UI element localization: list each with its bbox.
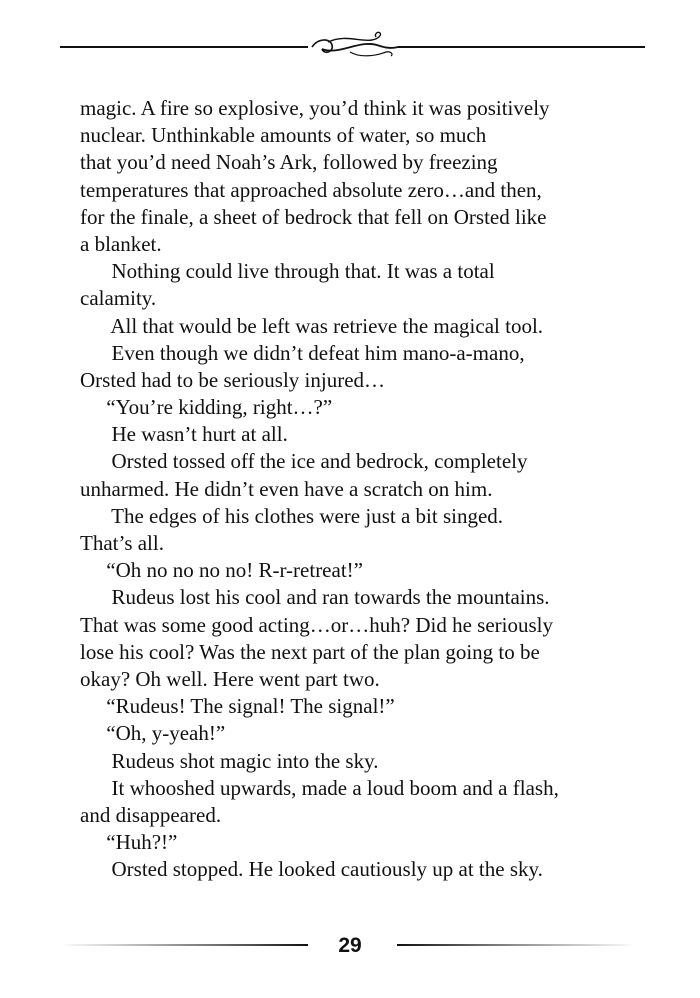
page-body-text: [80, 95, 640, 883]
text-line: “Rudeus! The signal! The signal!”: [80, 694, 395, 719]
text-line: and disappeared.: [80, 802, 222, 827]
text-line: okay? Oh well. Here went part two.: [80, 666, 380, 691]
text-line: nuclear. Unthinkable amounts of water, so much: [80, 123, 487, 148]
page-number: 29: [338, 934, 362, 957]
text-line: It whooshed upwards, made a loud boom and a flash,: [80, 775, 559, 800]
text-line: “You’re kidding, right…?”: [80, 395, 333, 420]
text-line: for the finale, a sheet of bedrock that fell on Orsted like: [80, 204, 547, 229]
text-line: a blanket.: [80, 231, 162, 256]
text-line: Rudeus lost his cool and ran towards the mountains.: [80, 585, 550, 610]
text-line: Orsted stopped. He looked cautiously up at the sky.: [80, 857, 543, 882]
header-flourish-divider: [60, 28, 645, 68]
text-line: That was some good acting…or…huh? Did he seriously: [80, 612, 553, 637]
text-line: calamity.: [80, 286, 157, 311]
text-line: “Huh?!”: [80, 830, 178, 855]
text-line: temperatures that approached absolute zero…and then,: [80, 177, 542, 202]
text-line: The edges of his clothes were just a bit singed.: [80, 503, 504, 528]
text-line: magic. A fire so explosive, you’d think it was positively: [80, 96, 550, 120]
text-line: Rudeus shot magic into the sky.: [80, 748, 379, 773]
text-line: unharmed. He didn’t even have a scratch on him.: [80, 476, 493, 501]
text-line: That’s all.: [80, 531, 164, 555]
text-line: Even though we didn’t defeat him mano-a-mano,: [80, 340, 525, 365]
text-line: All that would be left was retrieve the magical tool.: [80, 313, 544, 338]
text-line: lose his cool? Was the next part of the plan going to be: [80, 639, 540, 664]
text-line: “Oh no no no no! R-r-retreat!”: [80, 558, 363, 583]
text-line: He wasn’t hurt at all.: [80, 422, 288, 447]
text-line: Orsted had to be seriously injured…: [80, 367, 386, 392]
text-line: Nothing could live through that. It was a total: [80, 259, 495, 284]
text-line: “Oh, y-yeah!”: [80, 721, 226, 746]
text-line: that you’d need Noah’s Ark, followed by freezing: [80, 150, 498, 175]
text-line: Orsted tossed off the ice and bedrock, completely: [80, 449, 528, 474]
